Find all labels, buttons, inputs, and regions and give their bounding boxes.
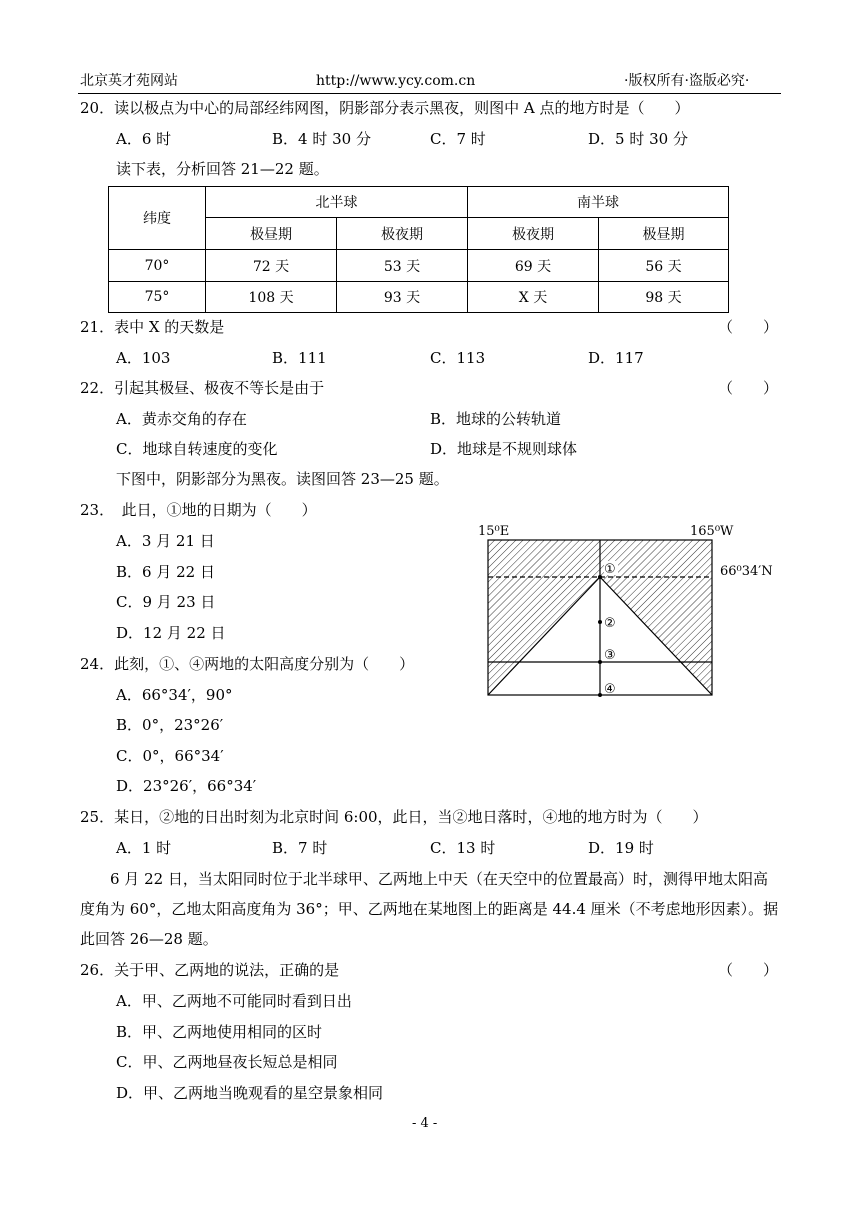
table-subheader: 极夜期 bbox=[337, 218, 468, 250]
q24-stem: 24．此刻，①、④两地的太阳高度分别为（ ） bbox=[80, 655, 415, 673]
polar-day-night-table bbox=[108, 186, 729, 313]
q23-option-c: C．9 月 23 日 bbox=[116, 593, 216, 611]
table-cell: 93 天 bbox=[337, 282, 468, 313]
q20-option-c: C．7 时 bbox=[430, 130, 486, 148]
q24-option-c: C．0°，66°34′ bbox=[116, 747, 224, 765]
header-site-name: 北京英才苑网站 bbox=[80, 73, 178, 89]
q25-option-d: D．19 时 bbox=[588, 839, 654, 857]
q21-stem: 21．表中 X 的天数是 bbox=[80, 318, 225, 336]
q21-answer-paren: （ ） bbox=[718, 318, 779, 336]
table-cell-lat: 70° bbox=[109, 250, 206, 282]
q20-option-d: D．5 时 30 分 bbox=[588, 130, 688, 148]
q22-option-d: D．地球是不规则球体 bbox=[430, 440, 578, 458]
q25-option-b: B．7 时 bbox=[272, 839, 328, 857]
q24-option-b: B．0°，23°26′ bbox=[116, 716, 224, 734]
q26-stem: 26．关于甲、乙两地的说法，正确的是 bbox=[80, 961, 340, 979]
q20-stem: 20．读以极点为中心的局部经纬网图，阴影部分表示黑夜，则图中 A 点的地方时是（ ） bbox=[80, 99, 690, 117]
table-cell: 69 天 bbox=[468, 250, 599, 282]
q23-option-b: B．6 月 22 日 bbox=[116, 563, 215, 581]
q21-option-b: B．111 bbox=[272, 349, 327, 367]
label-point-3: ③ bbox=[604, 648, 616, 663]
point-2 bbox=[598, 620, 602, 624]
q24-option-d: D．23°26′，66°34′ bbox=[116, 777, 257, 795]
table-subheader: 极昼期 bbox=[599, 218, 729, 250]
intro-26-28 bbox=[80, 864, 780, 954]
intro-23-25: 下图中，阴影部分为黑夜。读图回答 23—25 题。 bbox=[116, 470, 449, 488]
q23-option-d: D．12 月 22 日 bbox=[116, 624, 226, 642]
night-region-left bbox=[488, 540, 600, 695]
header-copyright: ·版权所有·盗版必究· bbox=[624, 73, 750, 89]
q22-answer-paren: （ ） bbox=[718, 379, 779, 397]
table-row bbox=[109, 282, 729, 313]
page-number: - 4 - bbox=[412, 1116, 438, 1131]
table-row bbox=[109, 250, 729, 282]
q26-answer-paren: （ ） bbox=[718, 961, 779, 979]
q26-option-d: D．甲、乙两地当晚观看的星空景象相同 bbox=[116, 1084, 384, 1102]
table-cell: 53 天 bbox=[337, 250, 468, 282]
q23-stem: 23． 此日，①地的日期为（ ） bbox=[80, 501, 317, 519]
table-cell: 56 天 bbox=[599, 250, 729, 282]
table-cell: 98 天 bbox=[599, 282, 729, 313]
label-latitude: 66⁰34′N bbox=[720, 564, 773, 579]
label-point-1: ① bbox=[604, 562, 616, 577]
point-1 bbox=[598, 575, 602, 579]
q23-option-a: A．3 月 21 日 bbox=[116, 532, 215, 550]
table-cell: X 天 bbox=[468, 282, 599, 313]
q24-option-a: A．66°34′，90° bbox=[116, 686, 233, 704]
q22-option-a: A．黄赤交角的存在 bbox=[116, 410, 247, 428]
q22-option-c: C．地球自转速度的变化 bbox=[116, 440, 278, 458]
table-header-north: 北半球 bbox=[206, 187, 468, 218]
point-4 bbox=[598, 693, 602, 697]
label-165w: 165⁰W bbox=[690, 524, 734, 539]
label-point-2: ② bbox=[604, 616, 616, 631]
q25-stem: 25．某日，②地的日出时刻为北京时间 6:00，此日，当②地日落时，④地的地方时为（ ） bbox=[80, 808, 708, 826]
table-cell-lat: 75° bbox=[109, 282, 206, 313]
intro-26-28-text: 6 月 22 日，当太阳同时位于北半球甲、乙两地上中天（在天空中的位置最高）时，测得甲地太阳高度角为 60°，乙地太阳高度角为 36°；甲、乙两地在某地图上的距离是 44.4 厘米（不考虑地形因素）。据此回答 26—28 题。 bbox=[80, 870, 779, 948]
intro-21-22: 读下表，分析回答 21—22 题。 bbox=[116, 160, 329, 178]
q26-option-c: C．甲、乙两地昼夜长短总是相同 bbox=[116, 1053, 338, 1071]
q22-option-b: B．地球的公转轨道 bbox=[430, 410, 562, 428]
table-header-south: 南半球 bbox=[468, 187, 729, 218]
table-subheader: 极昼期 bbox=[206, 218, 337, 250]
q25-option-c: C．13 时 bbox=[430, 839, 496, 857]
header-rule bbox=[78, 93, 781, 94]
q26-option-b: B．甲、乙两地使用相同的区时 bbox=[116, 1023, 323, 1041]
label-15e: 15⁰E bbox=[478, 524, 510, 539]
label-point-4: ④ bbox=[604, 682, 616, 697]
q20-option-a: A．6 时 bbox=[116, 130, 172, 148]
q21-option-a: A．103 bbox=[116, 349, 171, 367]
q25-option-a: A．1 时 bbox=[116, 839, 172, 857]
table-cell: 72 天 bbox=[206, 250, 337, 282]
q21-option-d: D．117 bbox=[588, 349, 644, 367]
header-url[interactable]: http://www.ycy.com.cn bbox=[316, 73, 476, 89]
table-cell: 108 天 bbox=[206, 282, 337, 313]
q26-option-a: A．甲、乙两地不可能同时看到日出 bbox=[116, 992, 352, 1010]
table-subheader: 极夜期 bbox=[468, 218, 599, 250]
point-3 bbox=[598, 660, 602, 664]
day-night-diagram bbox=[470, 515, 790, 715]
table-header-latitude: 纬度 bbox=[109, 187, 206, 250]
q22-stem: 22．引起其极昼、极夜不等长是由于 bbox=[80, 379, 325, 397]
q20-option-b: B．4 时 30 分 bbox=[272, 130, 371, 148]
q21-option-c: C．113 bbox=[430, 349, 486, 367]
